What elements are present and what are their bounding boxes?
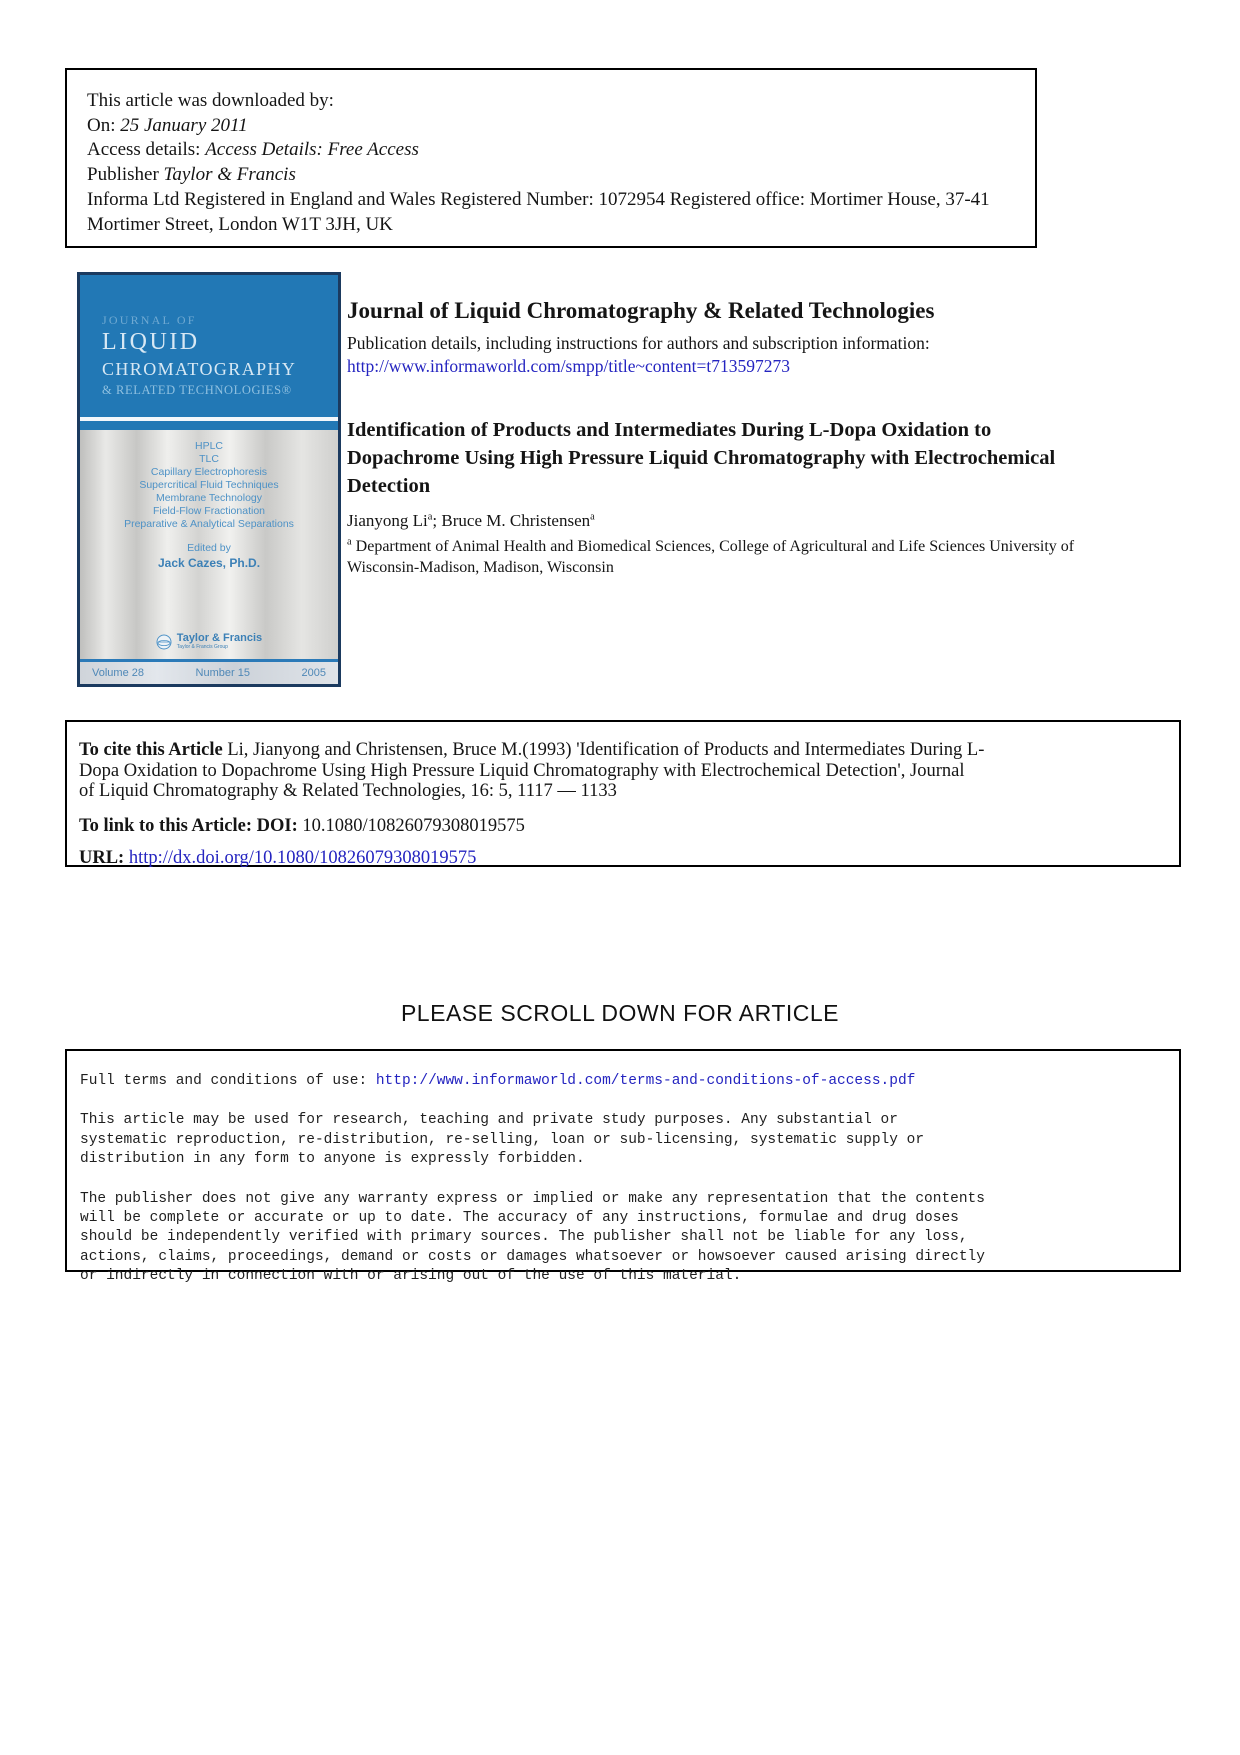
warranty-line: will be complete or accurate or up to date. The accuracy of any instructions, formulae and drug doses (80, 1210, 959, 1227)
author-1: Jianyong Li (347, 511, 428, 530)
warranty-line: The publisher does not give any warranty express or implied or make any representation that the contents (80, 1190, 985, 1207)
cover-masthead (80, 275, 338, 407)
warranty-paragraph (80, 1190, 1179, 1287)
cover-issue-bar (80, 662, 338, 684)
cover-title-chromatography: CHROMATOGRAPHY (102, 359, 297, 379)
article-title: Identification of Products and Intermediates During L-Dopa Oxidation to Dopachrome Using High Pressure Liquid Chromatography with Electrochemical Detection (347, 419, 1056, 497)
cover-topic: Supercritical Fluid Techniques (139, 479, 279, 491)
citation-box (65, 720, 1181, 867)
doi-label: To link to this Article: DOI: (79, 815, 303, 836)
cite-line-1 (79, 740, 1167, 761)
cite-label: To cite this Article (79, 740, 223, 760)
cover-title-related: & RELATED TECHNOLOGIES® (102, 383, 292, 397)
cover-title-liquid: LIQUID (102, 329, 200, 355)
url-label: URL: (79, 848, 129, 868)
cite-line-2: Dopa Oxidation to Dopachrome Using High Pressure Liquid Chromatography with Electrochemical Detection', Journal (79, 760, 965, 781)
cover-volume: Volume 28 (92, 667, 144, 679)
url-line (79, 848, 1167, 869)
access-value: Access Details: Free Access (205, 139, 419, 161)
cover-topic: Field-Flow Fractionation (152, 505, 266, 517)
cover-topic: Preparative & Analytical Separations (124, 518, 294, 530)
taylor-francis-logo-text (177, 633, 262, 650)
access-label: Access details: (87, 139, 206, 161)
taylor-francis-globe-icon (156, 634, 172, 650)
publisher-value: Taylor & Francis (163, 164, 296, 186)
cover-topic: Capillary Electrophoresis (150, 466, 268, 478)
journal-cover-image (77, 272, 341, 687)
taylor-francis-logo (80, 633, 338, 650)
author-1-affil-mark: a (427, 511, 433, 523)
doi-url-link[interactable]: http://dx.doi.org/10.1080/10826079308019575 (128, 848, 477, 868)
full-terms-line (80, 1072, 1179, 1091)
cover-edited-by: Edited by (187, 542, 231, 554)
cover-divider-rule (80, 417, 338, 421)
cover-kicker: JOURNAL OF (102, 313, 197, 327)
cite-line-3: of Liquid Chromatography & Related Technologies, 16: 5, 1117 — 1133 (79, 781, 617, 801)
author-2: Bruce M. Christensen (441, 511, 591, 530)
logo-name: Taylor & Francis (176, 632, 263, 644)
downloaded-by-line: This article was downloaded by: (87, 90, 334, 111)
cover-year: 2005 (301, 667, 326, 679)
author-separator: ; (432, 511, 442, 530)
journal-url-link[interactable]: http://www.informaworld.com/smpp/title~content=t713597273 (347, 356, 791, 376)
download-info-box (65, 68, 1037, 248)
usage-line: This article may be used for research, teaching and private study purposes. Any substantial or (80, 1112, 898, 1129)
scroll-down-notice: PLEASE SCROLL DOWN FOR ARTICLE (400, 1000, 840, 1026)
download-date-line (87, 114, 1015, 139)
article-affiliation (347, 536, 1079, 578)
publisher-line (87, 163, 1015, 188)
affiliation-text: Department of Animal Health and Biomedical Sciences, College of Agricultural and Life Sciences University of Wisconsin-Madison, Madison, Wisconsin (347, 538, 1075, 576)
journal-header (347, 297, 1077, 377)
publisher-label: Publisher (87, 164, 164, 186)
warranty-line: actions, claims, proceedings, demand or costs or damages whatsoever or howsoever caused arising directly (80, 1248, 985, 1265)
terms-url-link[interactable]: http://www.informaworld.com/terms-and-conditions-of-access.pdf (375, 1073, 916, 1089)
full-terms-label: Full terms and conditions of use: (80, 1073, 376, 1089)
article-authors (347, 510, 1079, 531)
usage-line: systematic reproduction, re-distribution, re-selling, loan or sub-licensing, systematic supply or (80, 1131, 925, 1148)
terms-box (65, 1049, 1181, 1285)
usage-paragraph (80, 1111, 1179, 1169)
journal-title: Journal of Liquid Chromatography & Related Technologies (347, 298, 935, 323)
author-2-affil-mark: a (590, 511, 595, 523)
affiliation-mark: a (347, 536, 352, 548)
on-label: On: (87, 114, 121, 136)
warranty-line: or indirectly in connection with or arising out of the use of this material. (80, 1268, 742, 1285)
cover-number: Number 15 (195, 667, 250, 679)
article-block (347, 416, 1079, 578)
cover-topic: HPLC (194, 440, 223, 452)
logo-subtitle: Taylor & Francis Group (176, 644, 228, 650)
cite-text-1: Li, Jianyong and Christensen, Bruce M.(1993) 'Identification of Products and Intermediates During L- (222, 740, 985, 760)
registration-line: Informa Ltd Registered in England and Wales Registered Number: 1072954 Registered office: Mortimer House, 37-41 Mortimer Street, London W1T 3JH, UK (87, 188, 990, 235)
doi-line (79, 816, 1167, 837)
warranty-line: should be independently verified with primary sources. The publisher shall not be liable for any loss, (80, 1229, 968, 1246)
doi-value: 10.1080/10826079308019575 (302, 815, 525, 836)
cover-photo-area (80, 430, 338, 659)
access-details-line (87, 138, 1015, 163)
cover-editor-name: Jack Cazes, Ph.D. (157, 556, 261, 570)
cover-topic: Membrane Technology (155, 492, 263, 504)
cover-topic: TLC (199, 453, 219, 465)
cover-topics-list (80, 430, 338, 531)
usage-line: distribution in any form to anyone is expressly forbidden. (80, 1151, 585, 1168)
download-date: 25 January 2011 (120, 114, 248, 136)
publication-details-text: Publication details, including instructions for authors and subscription information: (347, 333, 930, 353)
